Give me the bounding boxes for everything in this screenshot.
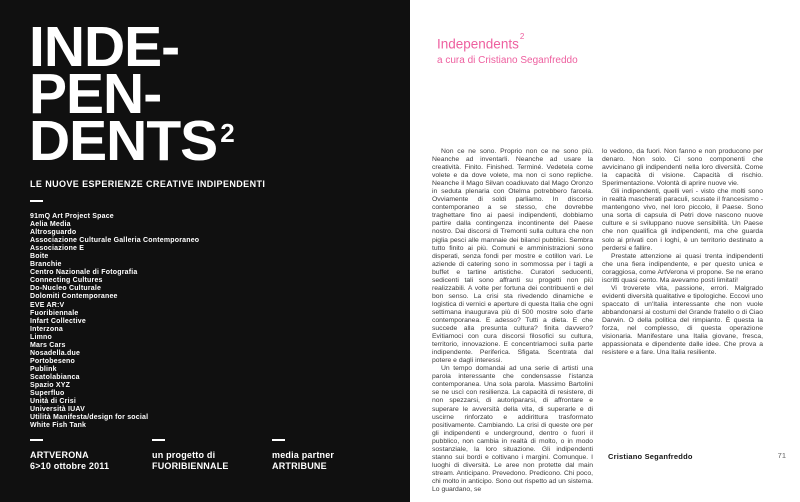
body-paragraph: Un tempo domandai ad una serie di artisti una parola interessante che condensasse l'istanza contemporanea. Una sola parola. Massimo Bartolini se ne uscì con resilienza. La capacità di resistere, di non spezzarsi, di autoripararsi, di affrontare e superare le avversità della vita, di superarle e di uscirne rinforzato e addirittura trasformato positivamente. Cambiando. La crisi di queste ore per gli indipendenti e underground, dentro o fuori il pubblico, non cambia in realtà di molto, o in modo sostanziale, la loro situazione. Gli indipendenti stanno sui bordi e coltivano i margini. Comunque. I luoghi di diversità. Le aree non protette dal main stream. Anticipano. Prevedono. Predicono. Chi poco, chi molto in anticipo. Sono out rispetto ad un sistema. Lo guardano, se [432, 365, 593, 493]
article-title-text: Independents [437, 36, 519, 52]
footer-project [152, 439, 229, 471]
venue-item: Branchie [30, 261, 62, 269]
venue-item: Interzona [30, 325, 63, 333]
venue-item: Do-Nucleo Culturale [30, 285, 102, 293]
author-credit: Cristiano Seganfreddo [608, 452, 693, 461]
article-byline: a cura di Cristiano Seganfreddo [437, 54, 578, 66]
right-page [410, 0, 800, 502]
venue-item: Portobeseno [30, 357, 75, 365]
venue-item: Fuoribiennale [30, 309, 79, 317]
venue-item: Superfluo [30, 390, 65, 398]
body-column-2 [602, 148, 763, 494]
venue-item: Boite [30, 253, 49, 261]
venue-item: Limno [30, 333, 52, 341]
article-title-superscript: 2 [519, 32, 525, 41]
page-number: 71 [777, 451, 786, 460]
venue-item: Associazione Culturale Galleria Contemporaneo [30, 237, 200, 245]
title-line-1: INDE- [29, 15, 180, 79]
venue-item: Scatolabianca [30, 373, 80, 381]
venue-item: White Fish Tank [30, 422, 87, 430]
venue-item: Utilità Manifesta/design for social [30, 414, 149, 422]
venue-item: Centro Nazionale di Fotografia [30, 269, 138, 277]
venue-item: Mars Cars [30, 341, 66, 349]
project-label: un progetto di [152, 450, 216, 460]
venue-item: Università IUAV [30, 406, 85, 414]
section-rule [30, 200, 43, 202]
venue-item: Altrosguardo [30, 229, 77, 237]
body-column-1 [432, 148, 593, 494]
body-paragraph: lo vedono, da fuori. Non fanno e non producono per denaro. Non solo. Ci sono componenti che avvicinano gli indipendenti nella loro diversità. Come la capacità di visione. Capacità di rischio. Sperimentazione. Volontà di aprire nuove vie. [602, 148, 763, 188]
venue-item: Associazione E [30, 245, 85, 253]
venue-item: Infart Collective [30, 317, 86, 325]
title-line-3-text: DENTS [29, 109, 218, 173]
body-paragraph: Prestate attenzione ai quasi trenta indipendenti che una fiera indipendente, e per questo unica e coraggiosa, come ArtVerona vi propone. Se ne erano iscritti quasi cento. Ma avevamo posti limitati! [602, 252, 763, 284]
media-partner-label: media partner [272, 450, 335, 460]
magazine-title [29, 15, 235, 175]
venue-item: Dolomiti Contemporanee [30, 293, 118, 301]
venue-item: Publink [30, 365, 57, 373]
event-name: ARTVERONA [30, 450, 89, 460]
footer-rule [272, 439, 285, 441]
article-heading [437, 33, 578, 67]
venue-list [30, 213, 199, 430]
article-title [437, 33, 578, 52]
body-paragraph: Vi troverete vita, passione, errori. Malgrado evidenti diversità qualitative e tipologiche. Eccovi uno spaccato di un'Italia interessante che non vuole abbandonarsi ai costumi del Grande fratello o di Ciao Darwin. O della politica del rimpianto. È questa la forza, nel complesso, di questa operazione visionaria. Manifestare una Italia giovane, fresca, appassionata e dipendente dalle idee. Che prova a resistere e a fare. Una Italia resiliente. [602, 284, 763, 357]
footer-media-partner [272, 439, 334, 471]
media-partner-name: ARTRIBUNE [272, 460, 327, 471]
venue-item: Unità di Crisi [30, 398, 76, 406]
footer-event [30, 439, 109, 471]
title-line-3 [29, 109, 235, 175]
subtitle: LE NUOVE ESPERIENZE CREATIVE INDIPENDENTI [30, 179, 266, 189]
title-superscript: 2 [220, 118, 235, 148]
title-line-2: PEN- [29, 62, 162, 126]
venue-item: Aelia Media [30, 221, 71, 229]
article-body [432, 148, 772, 494]
project-name: FUORIBIENNALE [152, 460, 229, 471]
venue-item: EVE AR:V [30, 301, 65, 309]
venue-item: 91mQ Art Project Space [30, 213, 114, 220]
venue-item: Spazio XYZ [30, 381, 71, 389]
event-dates: 6>10 ottobre 2011 [30, 460, 110, 471]
body-paragraph: Non ce ne sono. Proprio non ce ne sono più. Neanche ad inventarli. Neanche ad usare la creatività. Finito. Finished. Terminé. Vedetela come volete e da dove volete, ma non ci sono repliche. Neanche il Mago Silvan coadiuvato dal Mago Oronzo in seduta plenaria con Otelma potrebbero farcela. Ovviamente di soldi parliamo. In discorso contemporaneo a se stesso, che dovrebbe traghettare fino ai paesi indipendenti, dobbiamo partire dalla contingenza incontinente del Paese nostro. Dai discorsi di Tremonti sulla cultura che non piglia pesci alle mannaie dei bilanci pubblici. Sembra tutto finito ai più. Comuni e amministrazioni sono disperati, senza fondi per mostre e cotillon vari. Le aziende di catering sono in sommossa per i tagli a buffet e tartine artistiche. Curatori seducenti, sedicenti tali sono affranti su progetti non più realizzabili. A volte per fortuna dei contribuenti e del bon senso. La crisi sta rivedendo dinamiche e logistica di vernici e aperture di questa Italia che ogni settimana inaugurava più di 500 mostre solo d'arte contemporanea. E adesso? Tutti a dieta. E che succede alla presunta cultura? finita davvero? Evitiamoci con cura discorsi filosofici su cultura, territorio, innovazione. E concentriamoci sulla parte indipendente. Periferica. Sfigata. Scentrata dal potere e dagli interessi. [432, 148, 593, 365]
venue-item: Nosadella.due [30, 349, 81, 357]
body-paragraph: Gli indipendenti, quelli veri - visto che molti sono in realtà mascherati paraculi, scusate il francesismo - mantengono vivo, nel loro piccolo, il Paese. Sono una sorta di capsula di Petri dove nascono nuove culture e si sviluppano nuove sensibilità. Un Paese che non qualifica gli indipendenti, ma che guarda solo ai privati con i loghi, è un territorio destinato a perdersi e fallire. [602, 188, 763, 252]
footer-rule [152, 439, 165, 441]
footer-rule [30, 439, 43, 441]
venue-item: Connecting Cultures [30, 277, 103, 285]
